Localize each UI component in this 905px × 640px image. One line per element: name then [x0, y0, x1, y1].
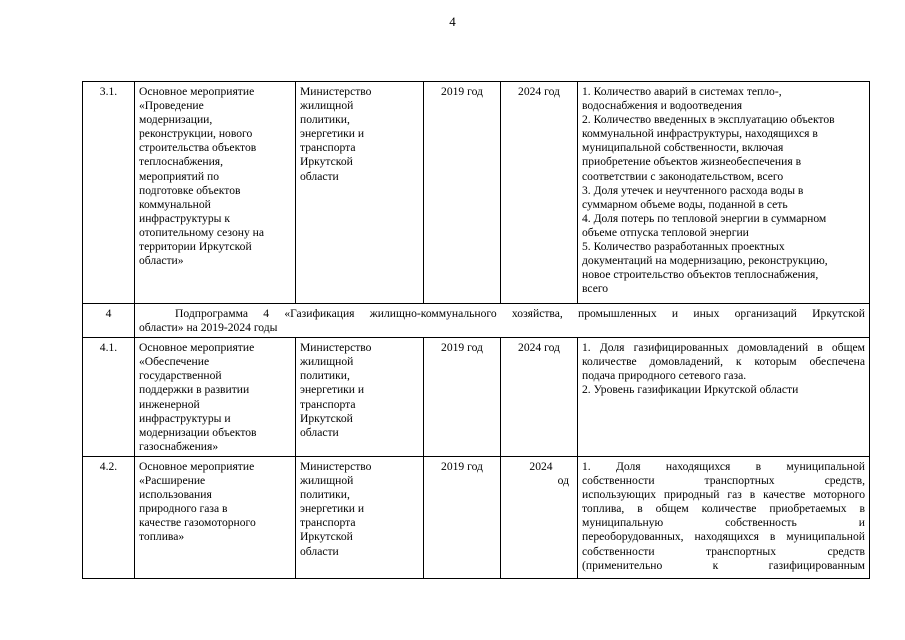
- row-number: 3.1.: [83, 82, 135, 304]
- subprogram-row: [83, 304, 870, 338]
- indicators-cell: 1. Доля газифицированных домовладений в общем количестве домовладений, к которым обеспечена подача природного сетевого газа. 2. Уровень газификации Иркутской области: [578, 338, 870, 457]
- activity-cell: Основное мероприятие «Проведение модернизации, реконструкции, нового строительства объектов теплоснабжения, мероприятий по подготовке объектов коммунальной инфраструктуры к отопительному сезону на территории Иркутской области»: [135, 82, 296, 304]
- end-year-cell: 2024 од: [501, 456, 578, 578]
- table-row: [83, 338, 870, 457]
- indicators-cell: 1. Доля находящихся в муниципальной собственности транспортных средств, использующих природный газ в качестве моторного топлива, в общем количестве приобретаемых в муниципальную собственность и переоборудованных, находящихся в муниципальной собственности транспортных средств (применительно к газифицированным: [578, 456, 870, 578]
- end-year-cell: 2024 год: [501, 338, 578, 457]
- executor-cell: Министерство жилищной политики, энергетики и транспорта Иркутской области: [296, 456, 424, 578]
- start-year-cell: 2019 год: [424, 338, 501, 457]
- row-number: 4.2.: [83, 456, 135, 578]
- program-activities-table: [82, 81, 870, 579]
- executor-cell: Министерство жилищной политики, энергетики и транспорта Иркутской области: [296, 82, 424, 304]
- executor-cell: Министерство жилищной политики, энергетики и транспорта Иркутской области: [296, 338, 424, 457]
- row-number: 4: [83, 304, 135, 338]
- start-year-cell: 2019 год: [424, 82, 501, 304]
- start-year-cell: 2019 год: [424, 456, 501, 578]
- indicators-cell: 1. Количество аварий в системах тепло-, водоснабжения и водоотведения 2. Количество введенных в эксплуатацию объектов коммунальной инфраструктуры, находящихся в муниципальной собственности, включая приобретение объектов жизнеобеспечения в соответствии с законодательством, всего 3. Доля утечек и неучтенного расхода воды в суммарном объеме воды, поданной в сеть 4. Доля потерь по тепловой энергии в суммарном объеме отпуска тепловой энергии 5. Количество разработанных проектных документаций на модернизацию, реконструкцию, новое строительство объектов теплоснабжения, всего: [578, 82, 870, 304]
- activity-cell: Основное мероприятие «Обеспечение государственной поддержки в развитии инженерной инфраструктуры и модернизации объектов газоснабжения»: [135, 338, 296, 457]
- row-number: 4.1.: [83, 338, 135, 457]
- page-number: 4: [449, 14, 456, 29]
- end-year-cell: 2024 год: [501, 82, 578, 304]
- table-row: [83, 456, 870, 578]
- subprogram-title: Подпрограмма 4 «Газификация жилищно-коммунального хозяйства, промышленных и иных организаций Иркутской области» на 2019-2024 годы: [135, 304, 870, 338]
- activity-cell: Основное мероприятие «Расширение использования природного газа в качестве газомоторного топлива»: [135, 456, 296, 578]
- table-row: [83, 82, 870, 304]
